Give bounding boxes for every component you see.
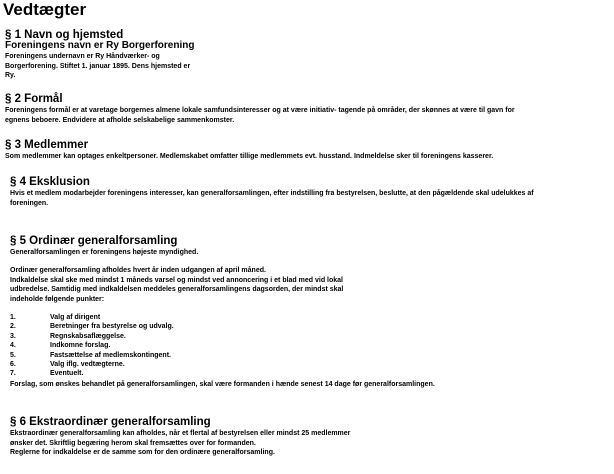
list-item xyxy=(10,360,174,369)
section-5-line: udbredelse. Samtidig med indkaldelsen meddeles generalforsamlingens dagsorden, der mindst skal xyxy=(10,286,344,294)
list-item-text: Eventuelt. xyxy=(50,370,84,378)
section-5-body xyxy=(10,266,343,304)
section-1-line: Borgerforening. Stiftet 1. januar 1895. Dens hjemsted er xyxy=(5,62,191,70)
section-4-heading: § 4 Eksklusion xyxy=(10,176,90,188)
section-1-heading: § 1 Navn og hjemsted xyxy=(5,29,124,41)
section-3-heading: § 3 Medlemmer xyxy=(5,139,89,151)
section-5-line: indeholde følgende punkter: xyxy=(10,295,105,303)
list-item-text: Indkomne forslag. xyxy=(50,342,111,350)
section-6-heading: § 6 Ekstraordinær generalforsamling xyxy=(10,416,211,428)
list-item-number: 6. xyxy=(10,361,16,369)
section-2-heading: § 2 Formål xyxy=(5,93,63,105)
section-1-line: Ry. xyxy=(5,72,16,80)
list-item xyxy=(10,322,174,331)
list-item xyxy=(10,341,174,350)
section-6-body xyxy=(10,429,350,458)
list-item xyxy=(10,351,174,360)
list-item-number: 1. xyxy=(10,314,16,321)
document-title: Vedtægter xyxy=(3,0,87,19)
list-item-number: 4. xyxy=(10,342,16,350)
list-item-text: Valg af dirigent xyxy=(50,314,101,321)
section-2-line: egnens beboere. Endvidere at afholde selskabelige sammenkomster. xyxy=(5,116,235,124)
list-item-number: 7. xyxy=(10,370,16,378)
section-5-line: Ordinær generalforsamling afholdes hvert år inden udgangen af april måned. xyxy=(10,267,266,274)
section-2-line: Foreningens formål er at varetage borgernes almene lokale samfundsinteresser og at være initiativ- tagende på områder, der skønnes at være til gavn for xyxy=(5,107,515,114)
list-item-text: Beretninger fra bestyrelse og udvalg. xyxy=(50,323,174,331)
agenda-list xyxy=(10,313,174,379)
list-item xyxy=(10,313,174,322)
section-1-line: Foreningens undernavn er Ry Håndværker- og xyxy=(5,53,160,60)
section-5-intro: Generalforsamlingen er foreningens højeste myndighed. xyxy=(10,249,199,256)
section-6-line: Reglerne for indkaldelse er de samme som for den ordinære generalforsamling. xyxy=(10,449,275,457)
section-5-heading: § 5 Ordinær generalforsamling xyxy=(10,235,178,247)
section-4-body xyxy=(10,189,534,208)
section-3-line: Som medlemmer kan optages enkeltpersoner. Medlemskabet omfatter tillige medlemmets evt. husstand. Indmeldelse sker til foreningens kasserer. xyxy=(5,153,494,160)
list-item-number: 2. xyxy=(10,323,16,331)
list-item-number: 5. xyxy=(10,351,16,359)
section-6-line: ønsker det. Skriftlig begæring herom skal fremsættes over for formanden. xyxy=(10,439,256,447)
list-item-text: Regnskabsaflæggelse. xyxy=(50,332,126,340)
section-5-closing: Forslag, som ønskes behandlet på generalforsamlingen, skal være formanden i hænde senest 14 dage før generalforsamlingen. xyxy=(10,381,435,388)
list-item-number: 3. xyxy=(10,332,16,340)
section-6-line: Ekstraordinær generalforsamling kan afholdes, når et flertal af bestyrelsen eller mindst 25 medlemmer xyxy=(10,430,351,437)
list-item xyxy=(10,369,174,378)
section-1-subheading: Foreningens navn er Ry Borgerforening xyxy=(5,40,195,51)
section-4-line: Hvis et medlem modarbejder foreningens interesser, kan generalforsamlingen, efter indstilling fra bestyrelsen, beslutte, at den pågældende skal udelukkes af xyxy=(10,190,534,197)
section-4-line: foreningen. xyxy=(10,199,49,207)
list-item-text: Valg iflg. vedtægterne. xyxy=(50,361,125,369)
section-2-body xyxy=(5,106,515,125)
section-5-line: Indkaldelse skal ske med mindst 1 måneds varsel og mindst ved annoncering i et blad med vid lokal xyxy=(10,276,343,284)
section-1-body xyxy=(5,52,190,81)
section-3-body xyxy=(5,152,493,162)
list-item-text: Fastsættelse af medlemskontingent. xyxy=(50,351,171,359)
list-item xyxy=(10,332,174,341)
